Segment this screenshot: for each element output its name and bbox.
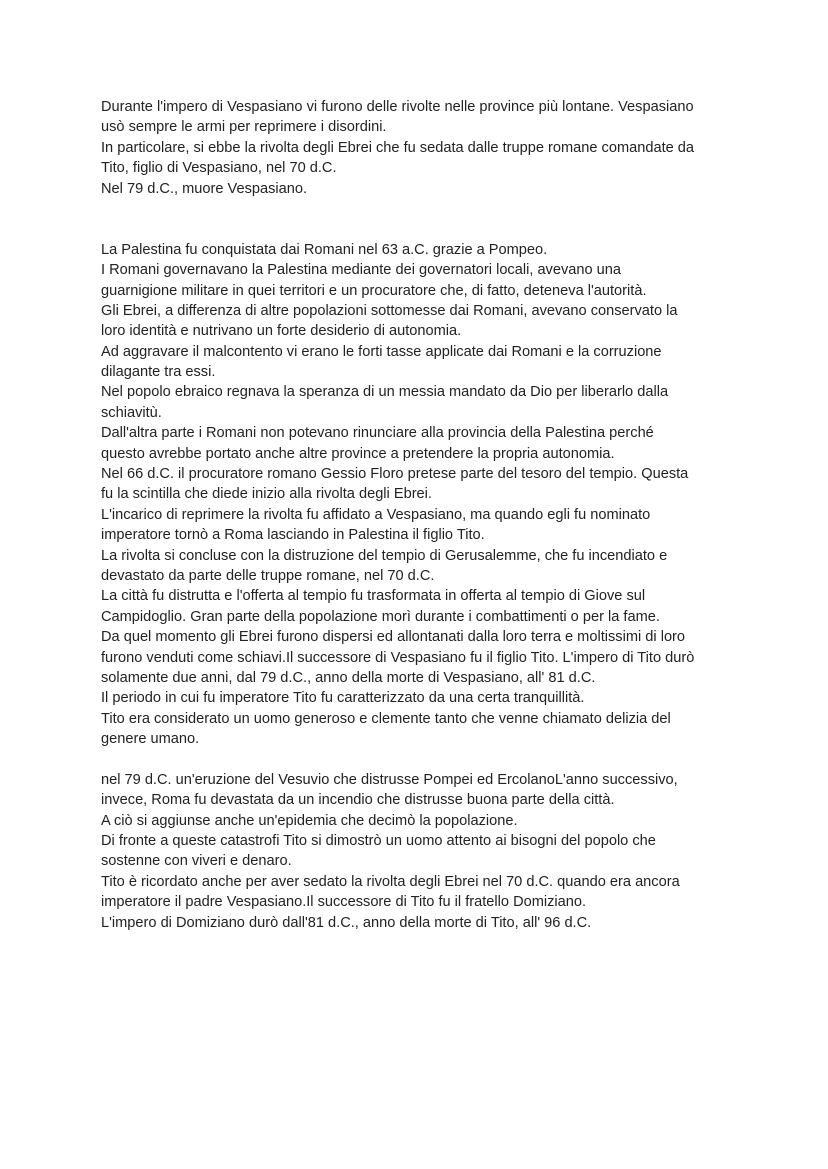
text-line: invece, Roma fu devastata da un incendio che distrusse buona parte della città. xyxy=(101,792,615,809)
text-line: Tito è ricordato anche per aver sedato la rivolta degli Ebrei nel 70 d.C. quando era ancora xyxy=(101,873,680,890)
text-line: imperatore il padre Vespasiano.Il successore di Tito fu il fratello Domiziano. xyxy=(101,894,587,911)
text-line: A ciò si aggiunse anche un'epidemia che decimò la popolazione. xyxy=(101,812,518,829)
text-line: questo avrebbe portato anche altre province a pretendere la propria autonomia. xyxy=(101,445,615,462)
text-line: usò sempre le armi per reprimere i disordini. xyxy=(101,119,387,136)
text-line: Ad aggravare il malcontento vi erano le forti tasse applicate dai Romani e la corruzione xyxy=(101,343,662,360)
text-line: Nel 79 d.C., muore Vespasiano. xyxy=(101,180,308,197)
text-line: Durante l'impero di Vespasiano vi furono delle rivolte nelle province più lontane. Vespasiano xyxy=(101,99,694,115)
text-line: La città fu distrutta e l'offerta al tempio fu trasformata in offerta al tempio di Giove sul xyxy=(101,588,646,605)
text-line: Il periodo in cui fu imperatore Tito fu caratterizzato da una certa tranquillità. xyxy=(101,690,585,707)
text-line: Dall'altra parte i Romani non potevano rinunciare alla provincia della Palestina perché xyxy=(101,425,654,442)
text-line: genere umano. xyxy=(101,731,200,748)
text-line: Nel 66 d.C. il procuratore romano Gessio Floro pretese parte del tesoro del tempio. Questa xyxy=(101,466,689,483)
paragraph-spacer xyxy=(101,750,731,770)
text-line: devastato da parte delle truppe romane, nel 70 d.C. xyxy=(101,568,435,584)
text-line: nel 79 d.C. un'eruzione del Vesuvio che distrusse Pompei ed ErcolanoL'anno successivo, xyxy=(101,771,678,788)
text-line: L'impero di Domiziano durò dall'81 d.C., anno della morte di Tito, all' 96 d.C. xyxy=(101,914,592,931)
text-line: sostenne con viveri e denaro. xyxy=(101,853,292,870)
text-line: Di fronte a queste catastrofi Tito si dimostrò un uomo attento ai bisogni del popolo che xyxy=(101,833,656,850)
text-line: schiavitù. xyxy=(101,404,162,421)
document-page xyxy=(101,97,731,933)
text-line: Gli Ebrei, a differenza di altre popolazioni sottomesse dai Romani, avevano conservato la xyxy=(101,302,678,319)
text-line: dilagante tra essi. xyxy=(101,364,216,381)
text-line: In particolare, si ebbe la rivolta degli Ebrei che fu sedata dalle truppe romane comandate da xyxy=(101,139,695,156)
paragraph-spacer xyxy=(101,199,731,240)
text-line: L'incarico di reprimere la rivolta fu affidato a Vespasiano, ma quando egli fu nominato xyxy=(101,506,651,523)
text-line: I Romani governavano la Palestina mediante dei governatori locali, avevano una xyxy=(101,262,622,279)
text-line: Campidoglio. Gran parte della popolazione morì durante i combattimenti o per la fame. xyxy=(101,608,660,625)
paragraph-palestina xyxy=(101,240,731,750)
text-line: La Palestina fu conquistata dai Romani nel 63 a.C. grazie a Pompeo. xyxy=(101,241,548,258)
text-line: Nel popolo ebraico regnava la speranza di un messia mandato da Dio per liberarlo dalla xyxy=(101,384,669,401)
text-line: furono venduti come schiavi.Il successore di Vespasiano fu il figlio Tito. L'impero di Tito durò xyxy=(101,649,695,666)
text-line: imperatore tornò a Roma lasciando in Palestina il figlio Tito. xyxy=(101,527,485,544)
text-line: Tito, figlio di Vespasiano, nel 70 d.C. xyxy=(101,160,337,177)
text-line: guarnigione militare in quei territori e un procuratore che, di fatto, deteneva l'autorità. xyxy=(101,282,647,299)
paragraph-vespasiano xyxy=(101,97,731,199)
text-line: Tito era considerato un uomo generoso e clemente tanto che venne chiamato delizia del xyxy=(101,710,671,727)
text-line: solamente due anni, dal 79 d.C., anno della morte di Vespasiano, all' 81 d.C. xyxy=(101,669,596,686)
text-line: fu la scintilla che diede inizio alla rivolta degli Ebrei. xyxy=(101,486,432,503)
paragraph-tito xyxy=(101,770,731,933)
text-line: La rivolta si concluse con la distruzione del tempio di Gerusalemme, che fu incendiato e xyxy=(101,547,668,564)
text-line: Da quel momento gli Ebrei furono dispersi ed allontanati dalla loro terra e moltissimi di loro xyxy=(101,629,686,646)
text-line: loro identità e nutrivano un forte desiderio di autonomia. xyxy=(101,323,462,340)
